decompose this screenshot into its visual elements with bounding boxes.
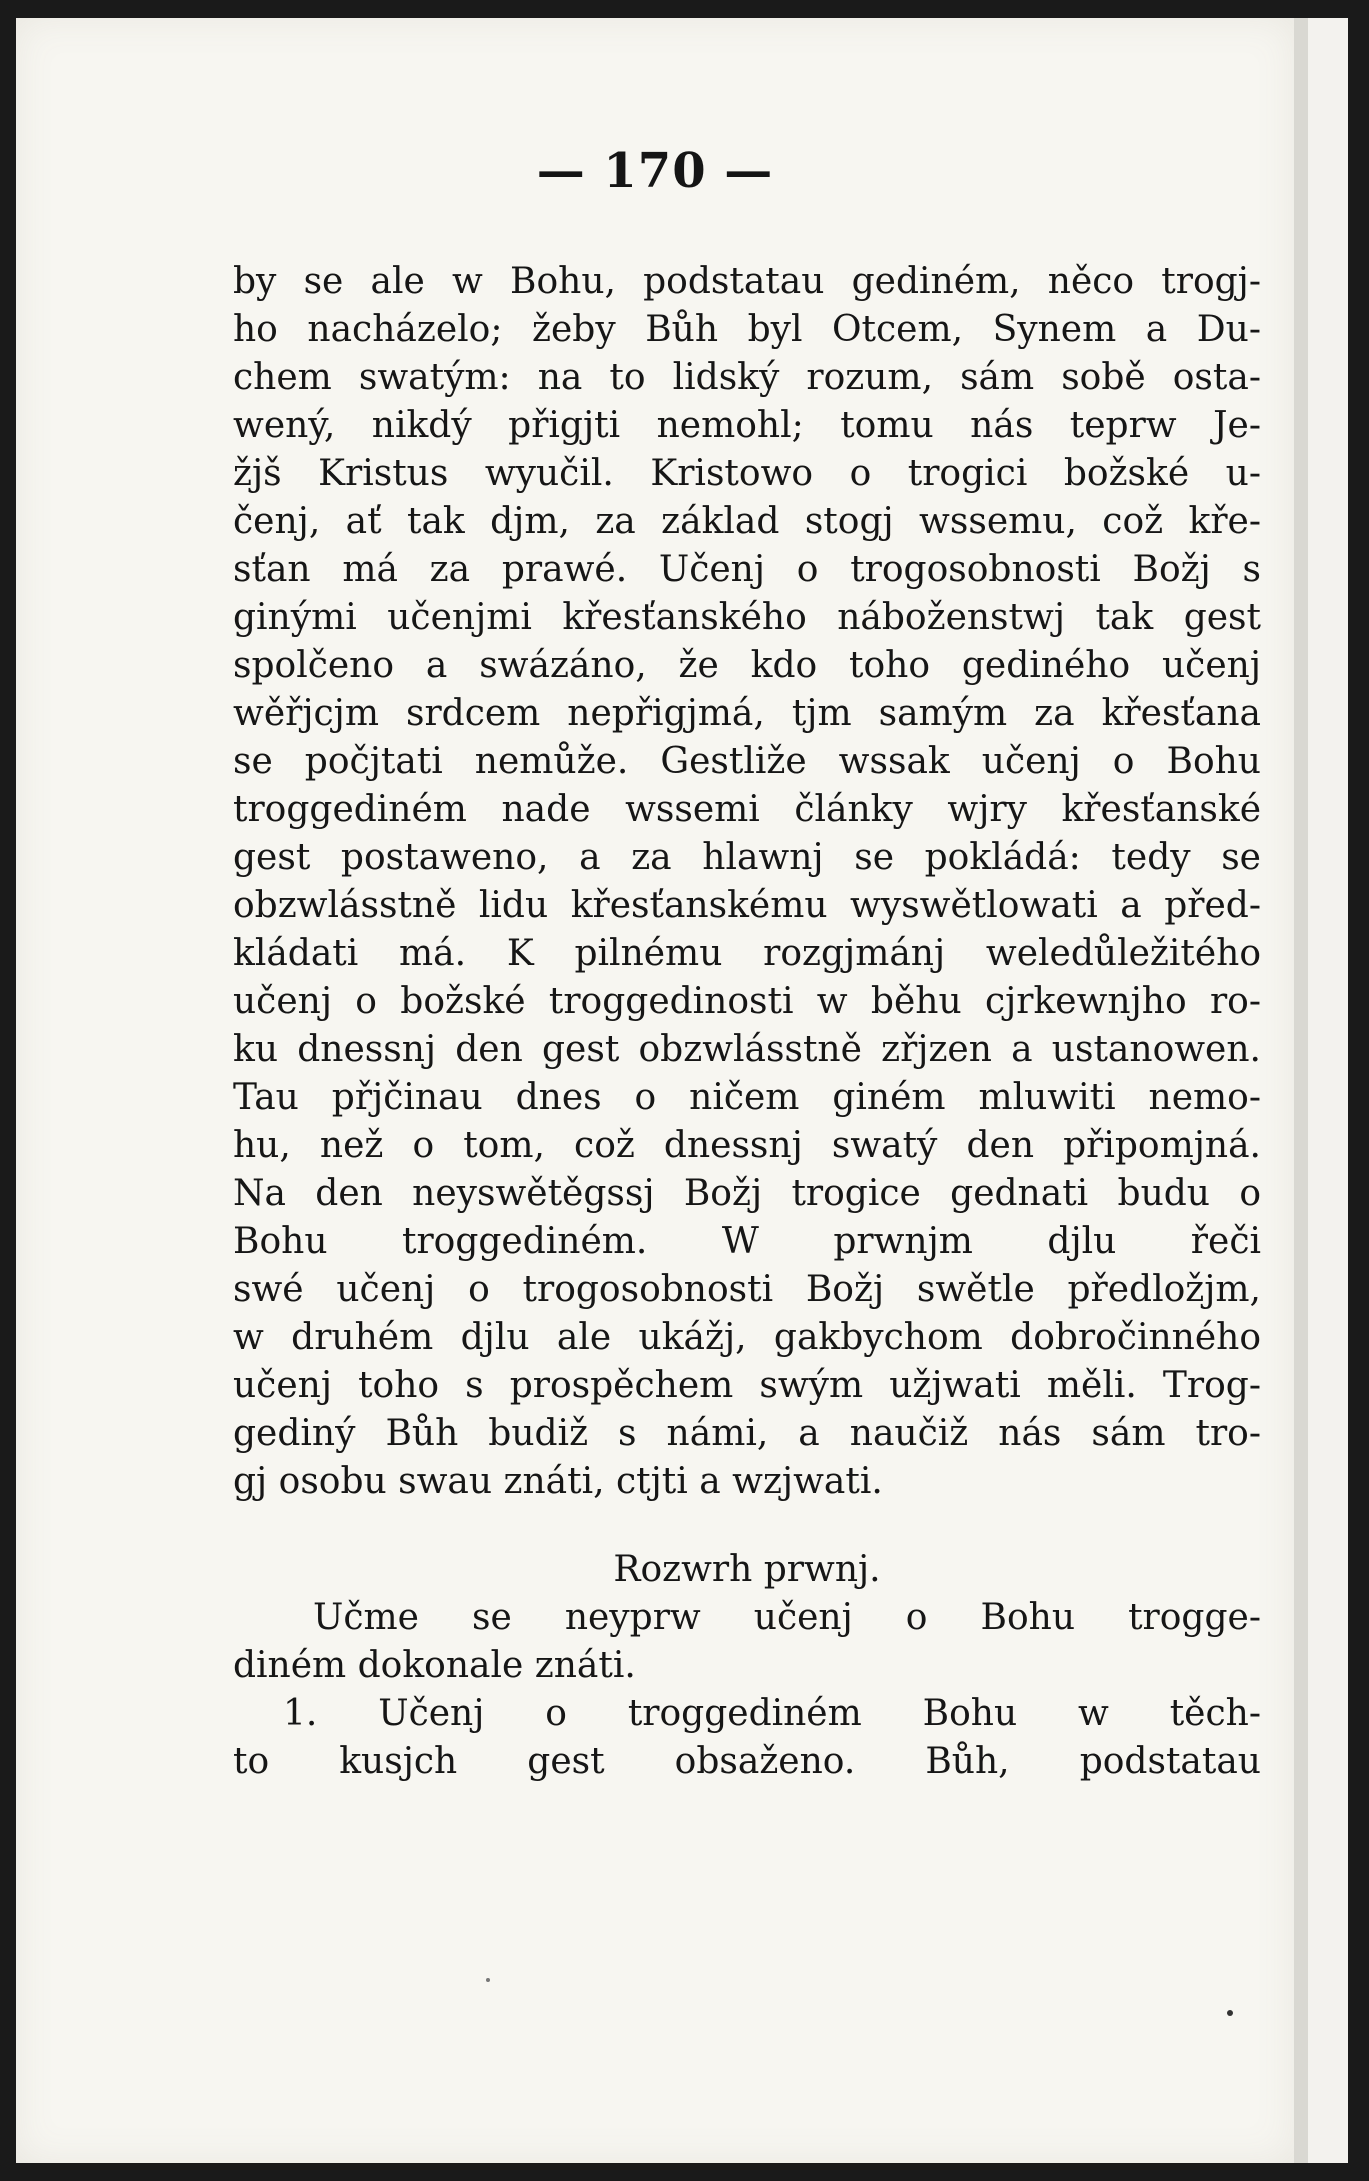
ink-speck bbox=[1227, 2010, 1233, 2016]
paragraph-main bbox=[233, 258, 1261, 1506]
text-line: w druhém djlu ale ukážj, gakbychom dobročinného bbox=[233, 1317, 1261, 1358]
page-edge bbox=[1308, 18, 1348, 2163]
text-line: sťan má za prawé. Učenj o trogosobnosti Božj s bbox=[233, 549, 1261, 590]
section-title: Rozwrh prwnj. bbox=[613, 1549, 881, 1590]
text-line: gest postaweno, a za hlawnj se pokládá: tedy se bbox=[233, 837, 1261, 878]
text-line: Tau přjčinau dnes o ničem giném mluwiti nemo- bbox=[233, 1077, 1261, 1118]
text-line: čenj, ať tak djm, za základ stogj wssemu, což kře- bbox=[233, 501, 1261, 542]
paragraph-point-1 bbox=[233, 1690, 1261, 1786]
section-gap bbox=[233, 1506, 1261, 1546]
text-line: troggediném nade wssemi články wjry křesťanské bbox=[233, 789, 1261, 830]
text-line: diném dokonale znáti. bbox=[233, 1645, 636, 1686]
text-line: ho nacházelo; žeby Bůh byl Otcem, Synem a Du- bbox=[233, 309, 1261, 350]
text-line: obzwlásstně lidu křesťanskému wyswětlowati a před- bbox=[233, 885, 1261, 926]
text-line: gj osobu swau znáti, ctjti a wzjwati. bbox=[233, 1461, 883, 1502]
text-line: gediný Bůh budiž s námi, a naučiž nás sám tro- bbox=[233, 1413, 1261, 1454]
text-line: se počjtati nemůže. Gestliže wssak učenj o Bohu bbox=[233, 741, 1261, 782]
text-line: to kusjch gest obsaženo. Bůh, podstatau bbox=[233, 1741, 1261, 1782]
page-edge-shadow bbox=[1294, 18, 1308, 2163]
book-page bbox=[16, 18, 1294, 2163]
text-line: wěřjcjm srdcem nepřigjmá, tjm samým za křesťana bbox=[233, 693, 1261, 734]
text-line: Na den neyswětěgssj Božj trogice gednati budu o bbox=[233, 1173, 1261, 1214]
page-body bbox=[233, 258, 1261, 1786]
text-line: swé učenj o trogosobnosti Božj swětle předložjm, bbox=[233, 1269, 1261, 1310]
text-line: ku dnessnj den gest obzwlásstně zřjzen a ustanowen. bbox=[233, 1029, 1261, 1070]
ink-speck bbox=[486, 1978, 490, 1982]
page-number: — 170 — bbox=[536, 143, 774, 199]
text-line: učenj o božské troggedinosti w běhu cjrkewnjho ro- bbox=[233, 981, 1261, 1022]
text-line: Učme se neyprw učenj o Bohu trogge- bbox=[313, 1597, 1261, 1638]
text-line: wený, nikdý přigjti nemohl; tomu nás teprw Je- bbox=[233, 405, 1261, 446]
text-line: hu, než o tom, což dnessnj swatý den připomjná. bbox=[233, 1125, 1261, 1166]
text-line: 1. Učenj o troggediném Bohu w těch- bbox=[283, 1693, 1261, 1734]
text-line: žjš Kristus wyučil. Kristowo o trogici božské u- bbox=[233, 453, 1261, 494]
paragraph-intro bbox=[233, 1594, 1261, 1690]
text-line: spolčeno a swázáno, že kdo toho gediného učenj bbox=[233, 645, 1261, 686]
text-line: chem swatým: na to lidský rozum, sám sobě osta- bbox=[233, 357, 1261, 398]
text-line: ginými učenjmi křesťanského náboženstwj tak gest bbox=[233, 597, 1261, 638]
text-line: učenj toho s prospěchem swým užjwati měli. Trog- bbox=[233, 1365, 1261, 1406]
text-line: by se ale w Bohu, podstatau gediném, něco trogj- bbox=[233, 261, 1261, 302]
text-line: kládati má. K pilnému rozgjmánj weledůležitého bbox=[233, 933, 1261, 974]
text-line: Bohu troggediném. W prwnjm djlu řeči bbox=[233, 1221, 1261, 1262]
